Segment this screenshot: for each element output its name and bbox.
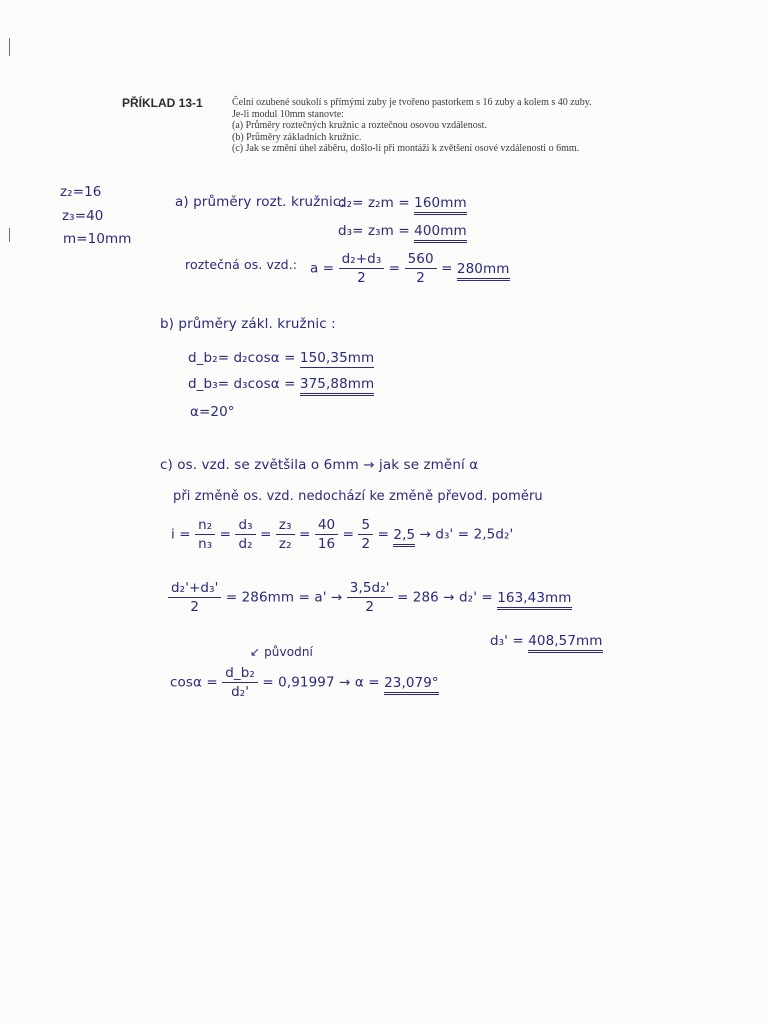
d3p-lhs: d₃' = (490, 633, 524, 649)
db2-result: 150,35mm (299, 350, 375, 366)
fraction-numerator: z₃ (276, 517, 295, 535)
ratio-lhs: i = (171, 526, 191, 543)
d2-lhs: d₂= z₂m = (338, 195, 410, 211)
ratio-equation (171, 517, 513, 552)
fraction-numerator: d₂'+d₃' (168, 580, 221, 598)
fraction-numerator: 3,5d₂' (347, 580, 393, 598)
fraction (358, 517, 373, 552)
problem-label: PŘÍKLAD 13-1 (122, 96, 203, 110)
new-distance-equation (168, 580, 572, 615)
equals-sign: = (388, 260, 401, 277)
axis-distance-label: roztečná os. vzd.: (185, 257, 298, 272)
cos-lhs: cosα = (170, 674, 218, 691)
part-b-label: b) průměry zákl. kružnic : (160, 316, 336, 332)
fraction (168, 580, 221, 615)
problem-statement (232, 97, 682, 155)
part-c-note: při změně os. vzd. nedochází ke změně převod. poměru (173, 489, 543, 504)
fraction-denominator: d₂ (238, 536, 253, 552)
fraction (222, 665, 258, 700)
ratio-consequence: → d₃' = 2,5d₂' (419, 526, 514, 543)
fraction-denominator: 2 (365, 599, 375, 615)
equals-sign: = (342, 526, 355, 543)
given-z3: z₃=40 (62, 208, 104, 224)
a-lhs: a = (310, 260, 335, 277)
pressure-angle: α=20° (190, 404, 235, 420)
cos-equation (170, 665, 439, 700)
d3-result: 400mm (414, 223, 467, 243)
fraction-numerator: 560 (405, 251, 437, 269)
statement-line: (b) Průměry základních kružnic. (232, 131, 362, 143)
a-result: 280mm (457, 261, 510, 281)
fraction (339, 251, 385, 286)
db3-lhs: d_b₃= d₃cosα = (188, 376, 296, 392)
fraction (347, 580, 393, 615)
fraction-denominator: 2 (190, 599, 200, 615)
db3-equation (188, 376, 374, 392)
fraction (276, 517, 295, 552)
given-module: m=10mm (63, 231, 132, 247)
fraction (405, 251, 437, 286)
equals-sign: = (441, 260, 453, 277)
fraction (195, 517, 215, 552)
ratio-result: 2,5 (393, 527, 415, 547)
equals-sign: = (299, 526, 311, 543)
part-c-label: c) os. vzd. se zvětšila o 6mm → jak se změní α (160, 457, 479, 473)
fraction (235, 517, 255, 552)
axis-distance-equation (310, 251, 510, 286)
d2-result: 160mm (414, 195, 467, 215)
alpha-result: 23,079° (384, 675, 439, 695)
fraction-denominator: 2 (361, 536, 371, 552)
fraction-numerator: n₂ (195, 517, 215, 535)
fraction-numerator: 40 (315, 517, 338, 535)
d3p-equation (490, 633, 603, 649)
fraction-numerator: d₂+d₃ (339, 251, 385, 269)
d2p-result: 163,43mm (497, 590, 571, 610)
given-z2: z₂=16 (60, 184, 102, 200)
original-note: ↙ původní (250, 645, 313, 659)
equals-sign: = (377, 526, 389, 543)
d3-lhs: d₃= z₃m = (338, 223, 410, 239)
fraction-numerator: 5 (358, 517, 373, 535)
fraction-denominator: n₃ (198, 536, 213, 552)
part-a-label: a) průměry rozt. kružnic: (175, 194, 346, 210)
statement-line: Čelní ozubené soukolí s přímými zuby je tvořeno pastorkem s 16 zuby a kolem s 40 zuby. (232, 97, 592, 108)
fraction-numerator: d_b₂ (222, 665, 258, 683)
db2-lhs: d_b₂= d₂cosα = (188, 350, 296, 366)
fraction-denominator: z₂ (278, 536, 292, 552)
fraction-numerator: d₃ (235, 517, 255, 535)
statement-line: (a) Průměry roztečných kružnic a roztečnou osovou vzdálenost. (232, 120, 487, 131)
db2-equation (188, 350, 374, 366)
fraction-denominator: 16 (317, 536, 336, 552)
cos-rhs: = 0,91997 → α = (262, 674, 380, 691)
statement-line: Je-li modul 10mm stanovte: (232, 108, 344, 120)
fraction-denominator: d₂' (231, 684, 250, 700)
d2-equation (338, 195, 467, 211)
statement-line: (c) Jak se změní úhel záběru, došlo-li při montáži k zvětšení osové vzdálenosti o 6mm. (232, 143, 580, 154)
db3-result: 375,88mm (300, 376, 374, 396)
equals-sign: = (260, 526, 272, 543)
margin-mark (9, 38, 10, 56)
fraction-denominator: 2 (357, 270, 366, 286)
fraction (315, 517, 338, 552)
d3-equation (338, 223, 467, 239)
new-distance-rhs: = 286mm = a' → (225, 589, 343, 606)
d3p-result: 408,57mm (528, 633, 602, 653)
fraction-denominator: 2 (416, 270, 425, 286)
d2p-lhs: = 286 → d₂' = (396, 589, 493, 606)
margin-mark (9, 228, 10, 242)
equals-sign: = (219, 526, 232, 543)
